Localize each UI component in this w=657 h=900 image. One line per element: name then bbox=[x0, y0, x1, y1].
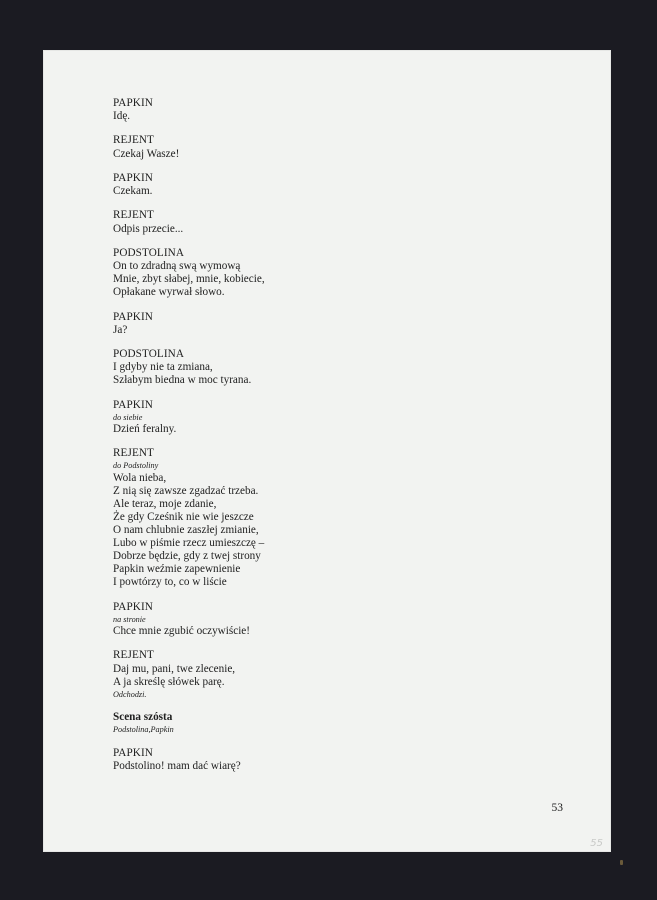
book-page bbox=[43, 50, 611, 852]
dialogue-line: Szłabym biedna w moc tyrana. bbox=[113, 374, 252, 387]
page-number: 53 bbox=[551, 802, 563, 814]
dialogue-line: A ja skreślę słówek parę. bbox=[113, 675, 225, 688]
dialogue-line: On to zdradną swą wymową bbox=[113, 260, 241, 273]
dialogue-line: Papkin weźmie zapewnienie bbox=[113, 563, 241, 576]
dialogue-block bbox=[113, 601, 573, 638]
scene-heading bbox=[113, 711, 573, 735]
dialogue-line: I gdyby nie ta zmiana, bbox=[113, 361, 213, 374]
dialogue-line: Dobrze będzie, gdy z twej strony bbox=[113, 550, 261, 563]
dialogue-line: Odpis przecie... bbox=[113, 222, 184, 235]
page-text bbox=[113, 97, 573, 784]
dialogue-block bbox=[113, 97, 573, 123]
speaker-name: REJENT bbox=[113, 134, 154, 147]
dialogue-block bbox=[113, 399, 573, 436]
dialogue-line: Ale teraz, moje zdanie, bbox=[113, 497, 217, 510]
dialogue-line: I powtórzy to, co w liście bbox=[113, 576, 227, 589]
scene-characters: Podstolina,Papkin bbox=[113, 725, 174, 735]
speaker-name: PAPKIN bbox=[113, 398, 153, 411]
dialogue-line: Czekam. bbox=[113, 185, 153, 198]
speaker-name: PAPKIN bbox=[113, 310, 153, 323]
dialogue-block bbox=[113, 311, 573, 337]
dust-speck bbox=[620, 860, 623, 865]
dialogue-line: Opłakane wyrwał słowo. bbox=[113, 286, 225, 299]
dialogue-line: Dzień feralny. bbox=[113, 422, 177, 435]
stage-direction: na stronie bbox=[113, 614, 146, 624]
dialogue-line: Czekaj Wasze! bbox=[113, 147, 180, 160]
stage-direction: do Podstoliny bbox=[113, 461, 159, 471]
speaker-name: PAPKIN bbox=[113, 97, 153, 109]
dialogue-block bbox=[113, 447, 573, 589]
stage-direction: Odchodzi. bbox=[113, 689, 147, 699]
dialogue-block bbox=[113, 747, 573, 773]
speaker-name: PAPKIN bbox=[113, 600, 153, 613]
speaker-name: REJENT bbox=[113, 649, 154, 662]
dialogue-line: Wola nieba, bbox=[113, 471, 167, 484]
dialogue-block bbox=[113, 649, 573, 699]
dialogue-line: Ja? bbox=[113, 323, 128, 336]
dialogue-line: Daj mu, pani, twe zlecenie, bbox=[113, 662, 236, 675]
dialogue-line: Idę. bbox=[113, 110, 131, 123]
dialogue-block bbox=[113, 172, 573, 198]
dialogue-line: O nam chlubnie zaszłej zmianie, bbox=[113, 524, 259, 537]
dialogue-block bbox=[113, 247, 573, 299]
scene-title: Scena szósta bbox=[113, 711, 173, 724]
speaker-name: PAPKIN bbox=[113, 171, 153, 184]
dialogue-line: Lubo w piśmie rzecz umieszczę – bbox=[113, 537, 265, 550]
dialogue-block bbox=[113, 209, 573, 235]
speaker-name: PODSTOLINA bbox=[113, 246, 185, 259]
dialogue-line: Mnie, zbyt słabej, mnie, kobiecie, bbox=[113, 273, 265, 286]
speaker-name: REJENT bbox=[113, 447, 154, 460]
speaker-name: REJENT bbox=[113, 209, 154, 222]
dialogue-block bbox=[113, 134, 573, 160]
dialogue-line: Że gdy Cześnik nie wie jeszcze bbox=[113, 510, 254, 523]
dialogue-line: Chce mnie zgubić oczywiście! bbox=[113, 625, 250, 638]
dialogue-line: Z nią się zawsze zgadzać trzeba. bbox=[113, 484, 259, 497]
speaker-name: PODSTOLINA bbox=[113, 348, 185, 361]
pencil-annotation: 55 bbox=[590, 838, 603, 849]
dialogue-block bbox=[113, 348, 573, 387]
speaker-name: PAPKIN bbox=[113, 746, 153, 759]
stage-direction: do siebie bbox=[113, 412, 143, 422]
dialogue-line: Podstolino! mam dać wiarę? bbox=[113, 759, 241, 772]
